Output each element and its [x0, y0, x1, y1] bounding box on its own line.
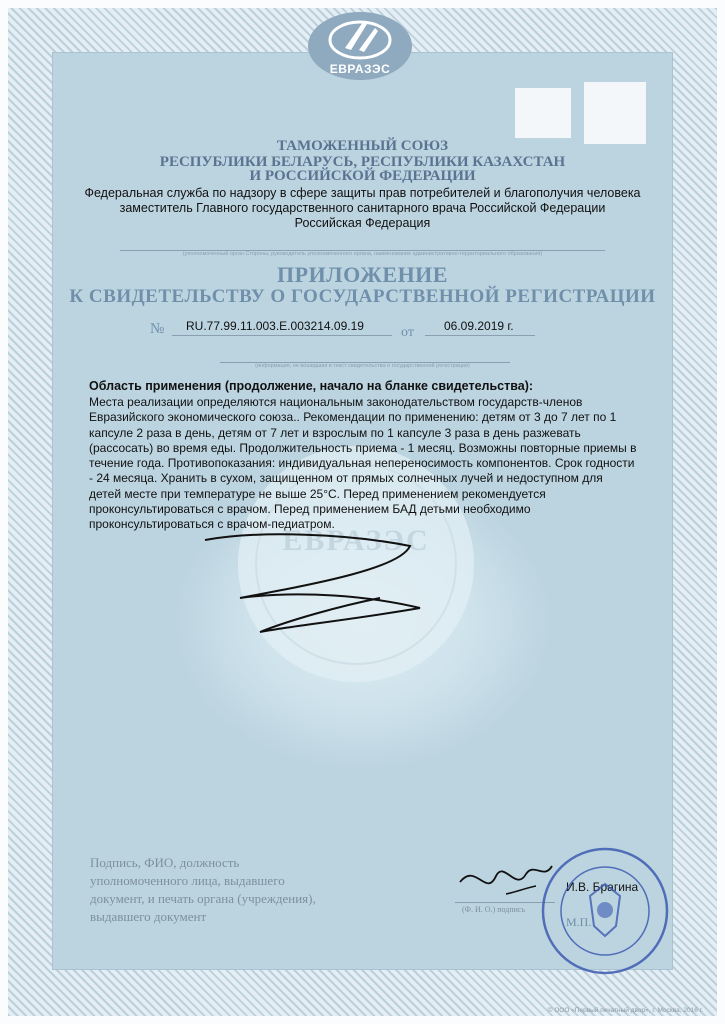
agency-caption: (уполномоченный орган Стороны, руководитель уполномоченного органа, наименование административно-территориального образования): [182, 251, 543, 257]
emblem-label: ЕВРАЗЭС: [329, 62, 391, 76]
registration-number: RU.77.99.11.003.Е.003214.09.19: [186, 319, 364, 333]
number-underline: [172, 335, 392, 336]
signer-name: И.В. Брагина: [566, 880, 639, 894]
union-line-1: ТАМОЖЕННЫЙ СОЮЗ: [276, 138, 449, 154]
watermark-text: ЕВРАЗЭС: [282, 524, 430, 557]
evrazes-emblem: [305, 10, 415, 82]
union-line-3: И РОССИЙСКОЙ ФЕДЕРАЦИИ: [249, 168, 476, 184]
signature-large: [200, 528, 430, 638]
printer-footer: © ООО «Первый печатный двор», г. Москва, 2016 г.: [547, 1007, 703, 1014]
date-underline: [425, 335, 535, 336]
document-title: ПРИЛОЖЕНИЕ: [277, 262, 448, 287]
date-label: от: [401, 325, 414, 340]
number-label: №: [150, 321, 165, 337]
agency-line-1: Федеральная служба по надзору в сфере защиты прав потребителей и благополучия человека: [84, 186, 641, 200]
seal-label: М.П.: [566, 915, 592, 929]
registration-caption: (информация, не вошедшая в текст свидетельства о государственной регистрации): [255, 363, 470, 369]
registration-date: 06.09.2019 г.: [444, 319, 514, 333]
union-line-2: РЕСПУБЛИКИ БЕЛАРУСЬ, РЕСПУБЛИКИ КАЗАХСТАН: [159, 154, 566, 170]
qr-code-left: [515, 88, 571, 138]
signature-caption: Подпись, ФИО, должность уполномоченного лица, выдавшего документ, и печать органа (учреждения), выдавшего документ: [90, 855, 316, 924]
official-stamp: [540, 846, 670, 976]
agency-line-2: заместитель Главного государственного санитарного врача Российской Федерации: [119, 201, 606, 215]
scope-heading: Область применения (продолжение, начало на бланке свидетельства):: [89, 379, 534, 393]
scope-body: Места реализации определяются национальным законодательством государств-членов Евразийского экономического союза.. Рекомендации по применению: детям от 3 до 7 лет по 1 капсуле 2 раза в день, детям от 7 лет и взрослым по 1 капсуле 3 раза в день разжевать (рассосать) во время еды. Продолжительность приема - 1 месяц. Возможны повторные приемы в течение года. Противопоказания: индивидуальная непереносимость компонентов. Срок годности - 24 месяца. Хранить в сухом, защищенном от прямых солнечных лучей и недоступном для детей месте при температуре не выше 25°С. Перед применением рекомендуется проконсультироваться с врачом. Перед применением БАД детьми необходимо проконсультироваться с врачом-педиатром.: [89, 395, 637, 532]
registration-row: [0, 317, 725, 340]
agency-line-3: Российская Федерация: [294, 216, 431, 230]
document-subtitle: К СВИДЕТЕЛЬСТВУ О ГОСУДАРСТВЕННОЙ РЕГИСТРАЦИИ: [69, 286, 656, 307]
qr-code-right: [584, 82, 646, 144]
fio-label: (Ф. И. О.) подпись: [462, 905, 526, 914]
